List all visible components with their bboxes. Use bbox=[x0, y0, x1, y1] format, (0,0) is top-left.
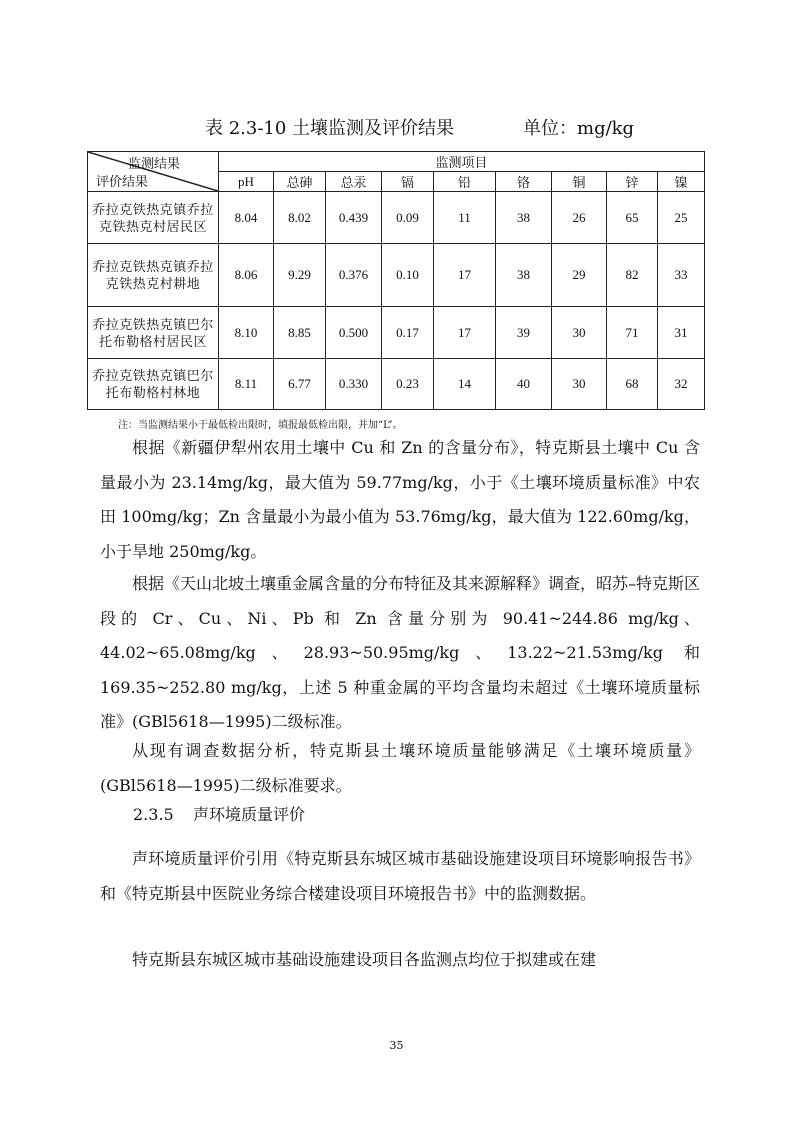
section-title: 声环境质量评价 bbox=[193, 805, 306, 824]
paragraph-cu-zn bbox=[100, 431, 700, 569]
paragraph-text: 从现有调查数据分析，特克斯县土壤环境质量能够满足《土壤环境质量》(GBl5618—1995)二级标准要求。 bbox=[100, 741, 700, 795]
paragraph-text: 根据《新疆伊犁州农用土壤中 Cu 和 Zn 的含量分布》，特克斯县土壤中 Cu 含量最小为 23.14mg/kg，最大值为 59.77mg/kg，小于《土壤环境质量标准》中农田 100mg/kg；Zn 含量最小为最小值为 53.76mg/kg，最大值为 122.60mg/kg，小于旱地 250mg/kg。 bbox=[100, 438, 700, 561]
value-cell: 0.17 bbox=[382, 307, 434, 359]
page-number: 35 bbox=[389, 1039, 404, 1052]
table-row bbox=[88, 192, 705, 244]
paragraph-heavy-metals bbox=[100, 567, 700, 740]
value-cell: 0.09 bbox=[382, 192, 434, 244]
group-header: 监测项目 bbox=[219, 152, 705, 172]
value-cell: 32 bbox=[658, 359, 705, 410]
value-cell: 29 bbox=[552, 244, 607, 307]
paragraph-text: 根据《天山北坡土壤重金属含量的分布特征及其来源解释》调查，昭苏–特克斯区段的 Cr、Cu、Ni、Pb 和 Zn 含量分别为 90.41~244.86 mg/kg、44.02~65.08mg/kg、28.93~50.95mg/kg、13.22~21.53mg/kg 和 169.35~252.80 mg/kg，上述 5 种重金属的平均含量均未超过《土壤环境质量标准》(GBl5618—1995)二级标准。 bbox=[100, 574, 701, 731]
site-cell: 乔拉克铁热克镇乔拉克铁热克村居民区 bbox=[88, 192, 219, 244]
value-cell: 71 bbox=[607, 307, 658, 359]
value-cell: 30 bbox=[552, 359, 607, 410]
column-header: 铅 bbox=[434, 172, 496, 192]
corner-label-bottom: 评价结果 bbox=[96, 174, 149, 189]
value-cell: 38 bbox=[496, 192, 552, 244]
value-cell: 8.85 bbox=[274, 307, 326, 359]
table-note: 注：当监测结果小于最低检出限时，填报最低检出限，并加“L”。 bbox=[118, 420, 403, 431]
table-title: 表 2.3-10 土壤监测及评价结果 bbox=[205, 118, 455, 139]
value-cell: 0.10 bbox=[382, 244, 434, 307]
value-cell: 40 bbox=[496, 359, 552, 410]
value-cell: 8.02 bbox=[274, 192, 326, 244]
column-header: 铜 bbox=[552, 172, 607, 192]
table-row bbox=[88, 307, 705, 359]
column-header: 锌 bbox=[607, 172, 658, 192]
value-cell: 25 bbox=[658, 192, 705, 244]
section-heading bbox=[133, 802, 305, 825]
value-cell: 30 bbox=[552, 307, 607, 359]
value-cell: 31 bbox=[658, 307, 705, 359]
paragraph-noise-points bbox=[100, 943, 700, 978]
value-cell: 68 bbox=[607, 359, 658, 410]
table-caption bbox=[0, 114, 793, 140]
column-header: 铬 bbox=[496, 172, 552, 192]
paragraph-text: 特克斯县东城区城市基础设施建设项目各监测点均位于拟建或在建 bbox=[132, 950, 597, 969]
value-cell: 8.10 bbox=[219, 307, 274, 359]
corner-label-top: 监测结果 bbox=[127, 156, 180, 171]
value-cell: 26 bbox=[552, 192, 607, 244]
value-cell: 0.376 bbox=[326, 244, 382, 307]
site-cell: 乔拉克铁热克镇巴尔托布勒格村居民区 bbox=[88, 307, 219, 359]
value-cell: 17 bbox=[434, 244, 496, 307]
soil-monitoring-table bbox=[87, 151, 705, 410]
value-cell: 38 bbox=[496, 244, 552, 307]
diagonal-header-cell bbox=[88, 152, 219, 192]
value-cell: 0.439 bbox=[326, 192, 382, 244]
value-cell: 82 bbox=[607, 244, 658, 307]
column-header: 镍 bbox=[658, 172, 705, 192]
value-cell: 17 bbox=[434, 307, 496, 359]
section-number: 2.3.5 bbox=[133, 805, 174, 824]
value-cell: 65 bbox=[607, 192, 658, 244]
value-cell: 8.06 bbox=[219, 244, 274, 307]
value-cell: 0.23 bbox=[382, 359, 434, 410]
value-cell: 8.04 bbox=[219, 192, 274, 244]
table-row bbox=[88, 359, 705, 410]
value-cell: 6.77 bbox=[274, 359, 326, 410]
value-cell: 39 bbox=[496, 307, 552, 359]
value-cell: 9.29 bbox=[274, 244, 326, 307]
table-row bbox=[88, 244, 705, 307]
value-cell: 14 bbox=[434, 359, 496, 410]
column-header: 总砷 bbox=[274, 172, 326, 192]
column-header: 镉 bbox=[382, 172, 434, 192]
column-header: pH bbox=[219, 172, 274, 192]
site-cell: 乔拉克铁热克镇乔拉克铁热克村耕地 bbox=[88, 244, 219, 307]
paragraph-text: 声环境质量评价引用《特克斯县东城区城市基础设施建设项目环境影响报告书》和《特克斯县中医院业务综合楼建设项目环境报告书》中的监测数据。 bbox=[100, 849, 700, 903]
value-cell: 0.330 bbox=[326, 359, 382, 410]
site-cell: 乔拉克铁热克镇巴尔托布勒格村林地 bbox=[88, 359, 219, 410]
column-header: 总汞 bbox=[326, 172, 382, 192]
value-cell: 0.500 bbox=[326, 307, 382, 359]
paragraph-conclusion bbox=[100, 734, 700, 803]
paragraph-noise-source bbox=[100, 842, 700, 911]
value-cell: 11 bbox=[434, 192, 496, 244]
value-cell: 33 bbox=[658, 244, 705, 307]
table-unit: 单位：mg/kg bbox=[523, 118, 635, 139]
value-cell: 8.11 bbox=[219, 359, 274, 410]
